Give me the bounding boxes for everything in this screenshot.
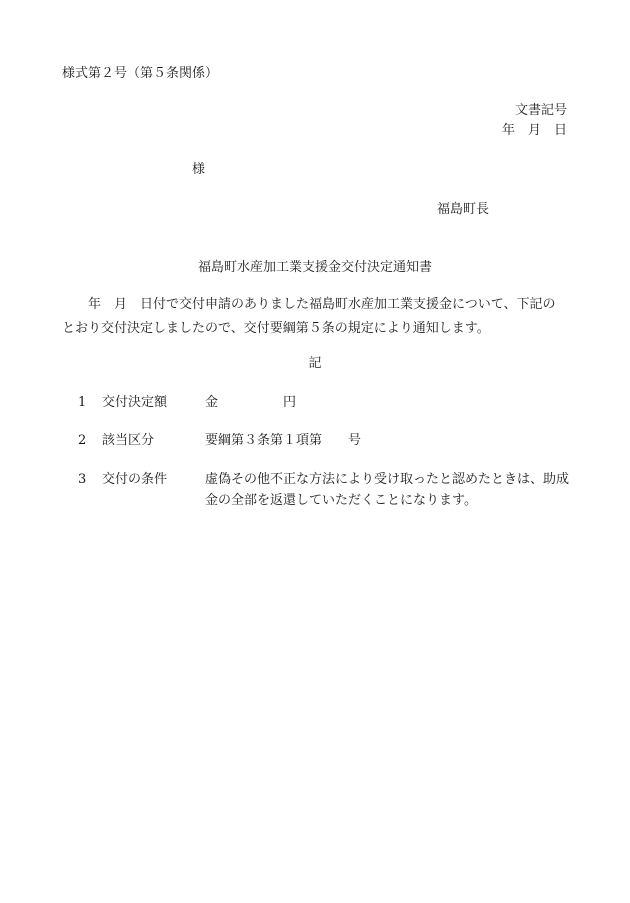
body-paragraph: 年 月 日付で交付申請のありました福島町水産加工業支援金について、下記のとおり交付決定しましたので、交付要綱第５条の規定により通知します。	[62, 297, 556, 336]
form-number: 様式第２号（第５条関係）	[62, 66, 219, 81]
item-number: 2	[78, 433, 87, 448]
item-label: 交付の条件	[102, 472, 168, 487]
ki-heading	[0, 357, 630, 370]
item-value-line-1: 虚偽その他不正な方法により受け取ったと認めたときは、助成	[205, 472, 570, 487]
document-title	[0, 261, 630, 274]
item-value-line-2: 金の全部を返還していただくことになります。	[205, 493, 477, 508]
document-title-text: 福島町水産加工業支援金交付決定通知書	[197, 260, 432, 275]
item-label: 該当区分	[102, 433, 155, 448]
item-number: 3	[78, 472, 87, 487]
item-number: 1	[78, 395, 87, 410]
item-value: 要綱第３条第１項第 号	[205, 433, 362, 448]
item-value: 金 円	[205, 395, 297, 410]
item-label: 交付決定額	[102, 395, 168, 410]
ki-text: 記	[308, 356, 322, 371]
issuer: 福島町長	[436, 202, 489, 217]
date-line: 年 月 日	[501, 123, 567, 138]
addressee-suffix: 様	[192, 162, 206, 177]
doc-reference: 文書記号	[514, 103, 567, 118]
